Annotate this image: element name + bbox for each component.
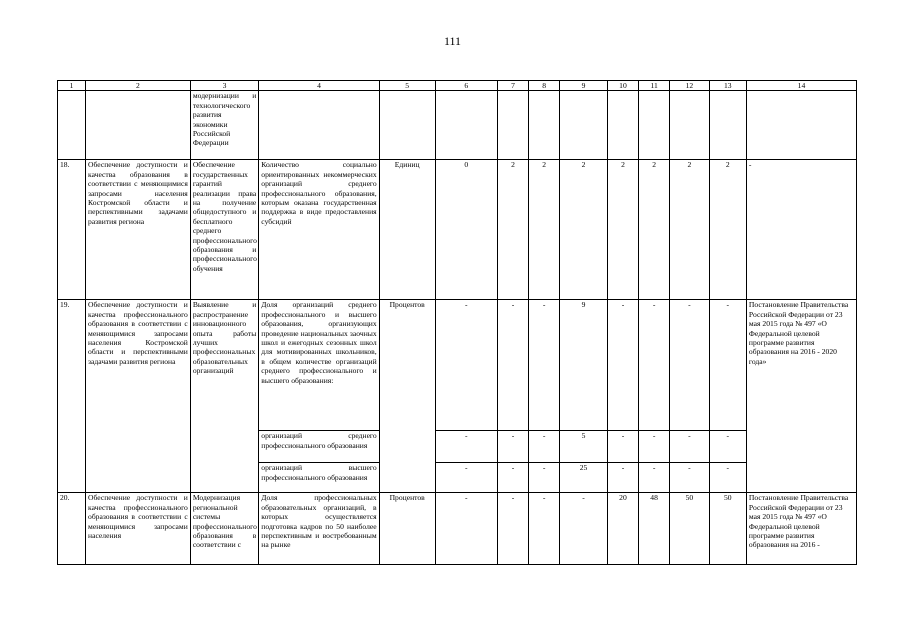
value-cell: 50: [670, 493, 709, 565]
value-cell: -: [670, 300, 709, 431]
value-cell: -: [435, 493, 497, 565]
value-cell: 0: [435, 160, 497, 300]
value-cell: -: [670, 431, 709, 463]
measure-cell: Выявление и распространение инновационного опыта работы лучших профессиональных образовательных организаций: [190, 300, 258, 493]
source-cell: -: [746, 160, 856, 300]
value-cell: 2: [639, 160, 670, 300]
value-cell: -: [607, 431, 638, 463]
value-cell: -: [529, 300, 560, 431]
value-cell: -: [497, 463, 528, 493]
value-cell: 2: [607, 160, 638, 300]
task-cell: Обеспечение доступности и качества профессионального образования в соответствии с меняющимися запросами населения: [86, 493, 191, 565]
value-cell: -: [435, 431, 497, 463]
unit-cell: Процентов: [379, 300, 435, 493]
value-cell: -: [497, 431, 528, 463]
value-cell: 2: [560, 160, 608, 300]
value-cell: -: [639, 300, 670, 431]
value-cell: 48: [639, 493, 670, 565]
header-cell: 10: [607, 81, 638, 91]
indicator-subcell: организаций среднего профессионального образования: [259, 431, 379, 463]
value-cell: -: [497, 300, 528, 431]
value-cell: -: [529, 463, 560, 493]
header-cell: 12: [670, 81, 709, 91]
header-cell: 14: [746, 81, 856, 91]
table-row-19: [58, 300, 857, 431]
header-cell: 6: [435, 81, 497, 91]
value-cell: -: [529, 431, 560, 463]
value-cell: -: [639, 463, 670, 493]
unit-cell: Процентов: [379, 493, 435, 565]
indicator-cell: Доля профессиональных образовательных организаций, в которых осуществляется подготовка кадров по 50 наиболее перспективным и востребованным на рынке: [259, 493, 379, 565]
value-cell: 5: [560, 431, 608, 463]
indicators-table: [57, 80, 857, 565]
measure-cell: Модернизация региональной системы профессионального образования в соответствии с: [190, 493, 258, 565]
indicator-cell: Количество социально ориентированных некоммерческих организаций среднего профессионального образования, которым оказана государственная поддержка в виде предоставления субсидий: [259, 160, 379, 300]
value-cell: -: [529, 493, 560, 565]
row-number: 18.: [58, 160, 86, 300]
header-cell: 3: [190, 81, 258, 91]
header-cell: 8: [529, 81, 560, 91]
table-row-20: [58, 493, 857, 565]
row-number: 19.: [58, 300, 86, 493]
header-row: [58, 81, 857, 91]
task-cell: Обеспечение доступности и качества профессионального образования в соответствии с меняющимися запросами населения Костромской области и перспективными задачами развития региона: [86, 300, 191, 493]
value-cell: -: [560, 493, 608, 565]
unit-cell: Единиц: [379, 160, 435, 300]
header-cell: 5: [379, 81, 435, 91]
table-row-continuation: [58, 91, 857, 160]
value-cell: -: [435, 463, 497, 493]
value-cell: -: [607, 463, 638, 493]
source-cell: Постановление Правительства Российской Федерации от 23 мая 2015 года № 497 «О Федеральной целевой программе развития образования на 2016 -: [746, 493, 856, 565]
value-cell: -: [670, 463, 709, 493]
header-cell: 9: [560, 81, 608, 91]
indicator-subcell: организаций высшего профессионального образования: [259, 463, 379, 493]
source-cell: Постановление Правительства Российской Федерации от 23 мая 2015 года № 497 «О Федеральной целевой программе развития образования на 2016 - 2020 года»: [746, 300, 856, 493]
value-cell: 2: [709, 160, 746, 300]
value-cell: -: [435, 300, 497, 431]
value-cell: 2: [670, 160, 709, 300]
table-row-18: [58, 160, 857, 300]
task-cell: Обеспечение доступности и качества образования в соответствии с меняющимися запросами населения Костромской области и перспективными задачами развития региона: [86, 160, 191, 300]
value-cell: -: [639, 431, 670, 463]
header-cell: 1: [58, 81, 86, 91]
header-cell: 11: [639, 81, 670, 91]
value-cell: 2: [497, 160, 528, 300]
header-cell: 4: [259, 81, 379, 91]
header-cell: 13: [709, 81, 746, 91]
measure-cell: модернизации и технологического развития экономики Российской Федерации: [190, 91, 258, 160]
header-cell: 2: [86, 81, 191, 91]
value-cell: -: [709, 300, 746, 431]
value-cell: -: [497, 493, 528, 565]
value-cell: -: [709, 431, 746, 463]
value-cell: 9: [560, 300, 608, 431]
value-cell: 25: [560, 463, 608, 493]
measure-cell: Обеспечение государственных гарантий реализации права на получение общедоступного и бесплатного среднего профессионального образования и профессионального обучения: [190, 160, 258, 300]
value-cell: 20: [607, 493, 638, 565]
value-cell: -: [709, 463, 746, 493]
indicator-cell: Доля организаций среднего профессионального и высшего образования, организующих проведение национальных заочных школ и ежегодных сезонных школ для мотивированных школьников, в общем количестве организаций среднего профессионального и высшего образования:: [259, 300, 379, 431]
value-cell: -: [607, 300, 638, 431]
value-cell: 50: [709, 493, 746, 565]
row-number: 20.: [58, 493, 86, 565]
header-cell: 7: [497, 81, 528, 91]
value-cell: 2: [529, 160, 560, 300]
page-number: 111: [443, 34, 462, 48]
